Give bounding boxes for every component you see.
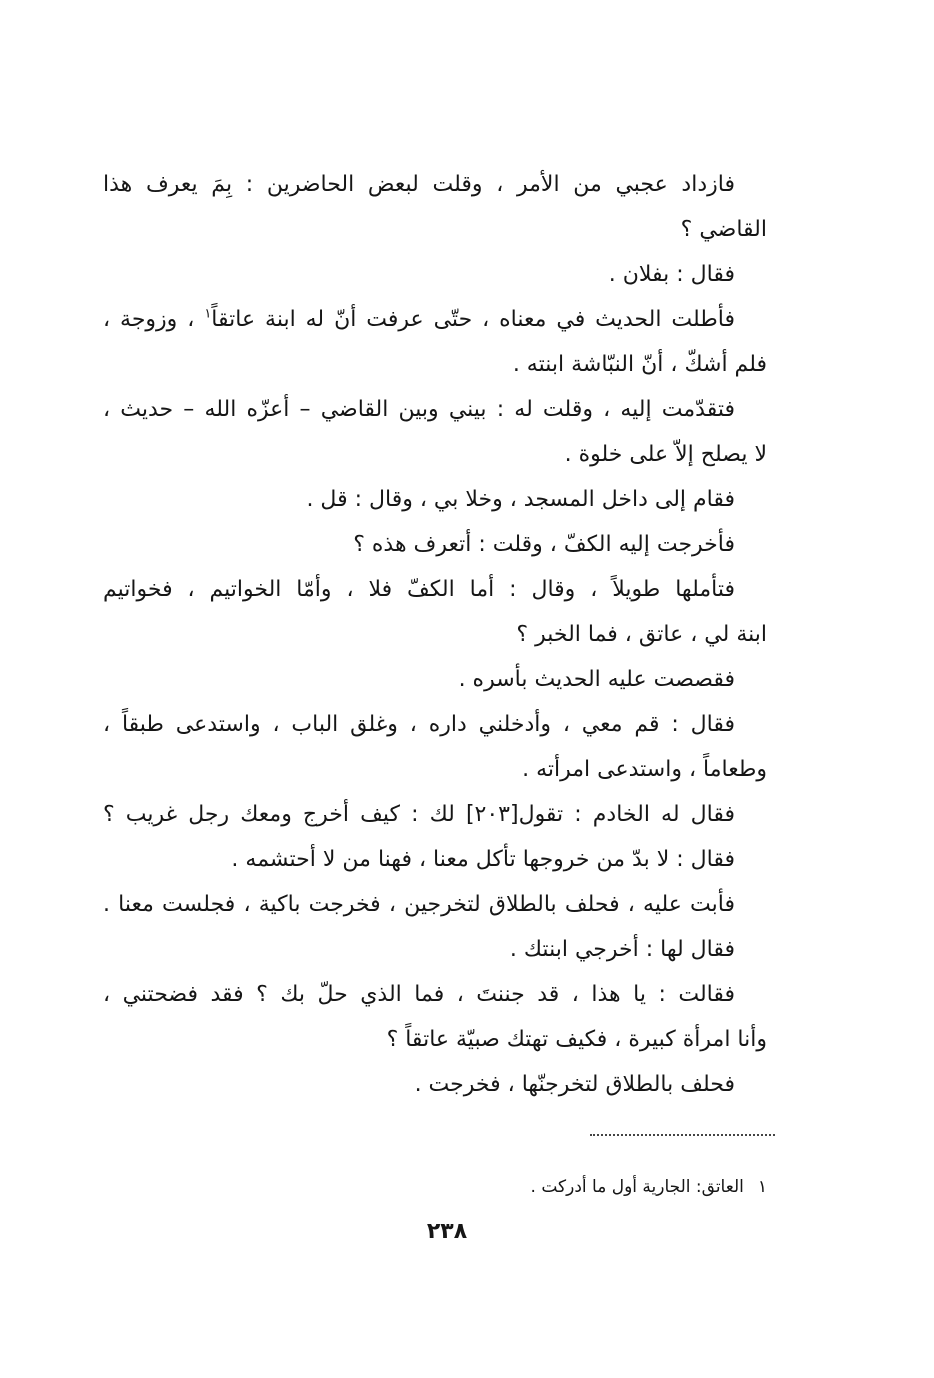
footnote — [347, 1172, 767, 1202]
footnote-ref: ١ — [204, 306, 212, 322]
text-line: لا يصلح إلاّ على خلوة . — [564, 442, 767, 467]
footnote-marker: ١ — [757, 1177, 767, 1197]
text-line: فقال لها : أخرجي ابنتك . — [509, 937, 735, 962]
body-text — [103, 162, 767, 1107]
text-line: فتقدّمت إليه ، وقلت له : بيني وبين القاضي – أعزّه الله – حديث ، — [103, 397, 735, 422]
footnote-text: العاتق: الجارية أول ما أدركت . — [530, 1177, 744, 1197]
text-line: فقام إلى داخل المسجد ، وخلا بي ، وقال : قل . — [306, 487, 735, 512]
text-line: فقال : قم معي ، وأدخلني داره ، وغلق الباب ، واستدعى طبقاً ، — [103, 712, 735, 737]
text-line: فتأملها طويلاً ، وقال : أما الكفّ فلا ، وأمّا الخواتيم ، فخواتيم — [103, 577, 735, 602]
text-line-segment: ، وزوجة ، — [103, 307, 195, 332]
text-line-segment: فأطلت الحديث في معناه ، حتّى عرفت أنّ له ابنة عاتقاً — [211, 307, 735, 332]
text-line: فقالت : يا هذا ، قد جننتَ ، فما الذي حلّ بك ؟ فقد فضحتني ، — [103, 982, 735, 1007]
footnote-separator — [590, 1134, 775, 1136]
page-number: ٢٣٨ — [426, 1219, 468, 1244]
text-line: فقال له الخادم : تقول[٢٠٣] لك : كيف أخرج ومعك رجل غريب ؟ — [103, 802, 735, 827]
text-line: فلم أشكّ ، أنّ النبّاشة ابنته . — [512, 352, 767, 377]
text-line: ابنة لي ، عاتق ، فما الخبر ؟ — [516, 622, 767, 647]
text-line: فقصصت عليه الحديث بأسره . — [458, 667, 735, 692]
text-line: فحلف بالطلاق لتخرجنّها ، فخرجت . — [414, 1072, 735, 1097]
text-line: فأبت عليه ، فحلف بالطلاق لتخرجين ، فخرجت باكية ، فجلست معنا . — [103, 892, 735, 917]
text-line: فقال : بفلان . — [608, 262, 735, 287]
text-line — [103, 297, 767, 342]
text-line: فأخرجت إليه الكفّ ، وقلت : أتعرف هذه ؟ — [353, 532, 735, 557]
text-line: القاضي ؟ — [680, 217, 767, 242]
text-line: وطعاماً ، واستدعى امرأته . — [522, 757, 767, 782]
text-line: وأنا امرأة كبيرة ، فكيف تهتك صبيّة عاتقاً ؟ — [386, 1027, 767, 1052]
text-line: فازداد عجبي من الأمر ، وقلت لبعض الحاضرين : بِمَ يعرف هذا — [103, 172, 735, 197]
text-line: فقال : لا بدّ من خروجها تأكل معنا ، فهنا من لا أحتشمه . — [231, 847, 735, 872]
